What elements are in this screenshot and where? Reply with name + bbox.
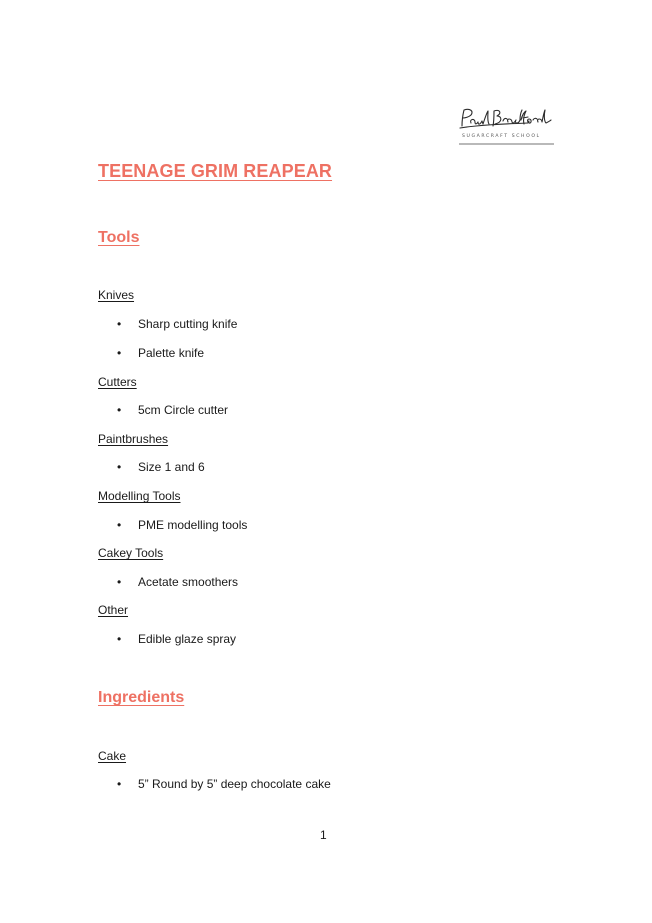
signature-icon	[458, 106, 556, 148]
list-item	[117, 317, 237, 331]
list-item	[117, 575, 238, 589]
bullet-icon: •	[117, 777, 122, 791]
list-item-text: Palette knife	[138, 346, 205, 360]
bullet-icon: •	[117, 403, 122, 417]
bullet-icon: •	[117, 575, 122, 589]
list-item-text: PME modelling tools	[138, 518, 248, 532]
bullet-icon: •	[117, 632, 122, 646]
list-item-text: Edible glaze spray	[138, 632, 237, 646]
page-number: 1	[320, 828, 327, 842]
list-item-text: 5cm Circle cutter	[138, 403, 229, 417]
list-item-text: Size 1 and 6	[138, 460, 205, 474]
list-item	[117, 518, 247, 532]
list-item	[117, 346, 204, 360]
bullet-icon: •	[117, 317, 122, 331]
list-item	[117, 460, 205, 474]
list-item	[117, 632, 236, 646]
bullet-icon: •	[117, 460, 122, 474]
svg-text:SUGARCRAFT SCHOOL: SUGARCRAFT SCHOOL	[462, 134, 541, 139]
tools-heading: Tools	[98, 229, 140, 246]
list-item-text: Acetate smoothers	[138, 575, 239, 589]
list-item-text: 5” Round by 5” deep chocolate cake	[138, 777, 331, 791]
ingredients-heading: Ingredients	[98, 689, 185, 706]
list-item	[117, 777, 331, 791]
tool-group-modelling-tools: Modelling Tools	[98, 489, 181, 503]
paul-bradford-logo	[458, 106, 556, 148]
ingredient-group-cake: Cake	[98, 749, 127, 763]
bullet-icon: •	[117, 518, 122, 532]
tool-group-other: Other	[98, 603, 129, 617]
bullet-icon: •	[117, 346, 122, 360]
list-item	[117, 403, 228, 417]
page-title: TEENAGE GRIM REAPEAR	[98, 161, 333, 181]
tool-group-cakey-tools: Cakey Tools	[98, 546, 164, 560]
tool-group-cutters: Cutters	[98, 375, 137, 389]
tool-group-knives: Knives	[98, 288, 135, 302]
tool-group-paintbrushes: Paintbrushes	[98, 432, 169, 446]
list-item-text: Sharp cutting knife	[138, 317, 238, 331]
